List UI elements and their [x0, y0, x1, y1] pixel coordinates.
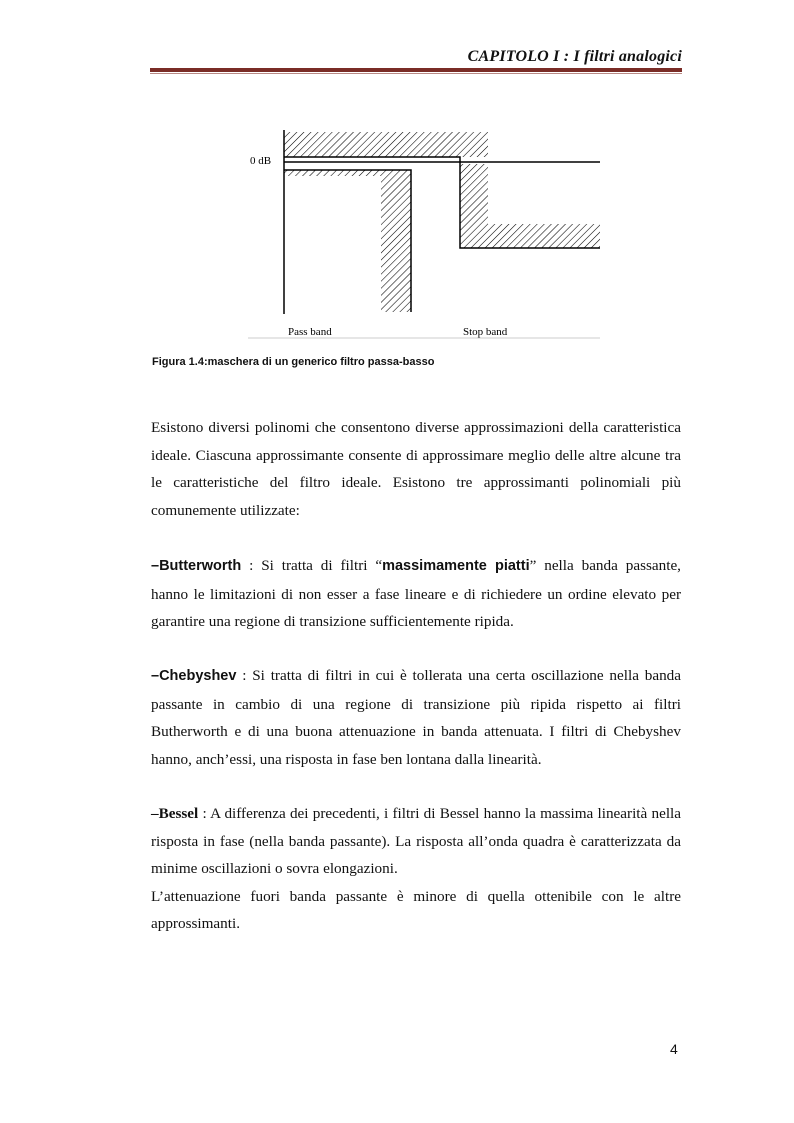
header-rule-thin — [150, 73, 682, 74]
butterworth-name: –Butterworth — [151, 558, 242, 574]
header-rule — [150, 68, 682, 72]
bessel-text: : A differenza dei precedenti, i filtri di Bessel hanno la massima linearità nella risposta in fase (nella banda passante). La risposta all’onda quadra è caratterizzata da minime oscillazioni o sovra elongazioni. — [151, 805, 681, 877]
chebyshev-text: : Si tratta di filtri in cui è tollerata una certa oscillazione nella banda passante in cambio di una regione di transizione più ripida rispetto ai filtri Butherworth e di una buona attenuazione in banda attenuata. I filtri di Chebyshev hanno, anch’essi, una risposta in fase ben lontana dalla linearità. — [151, 667, 681, 768]
upper-hatch-region — [284, 132, 488, 157]
lower-hatch-region — [284, 170, 411, 312]
label-pass-band: Pass band — [288, 326, 332, 338]
intro-paragraph — [151, 414, 681, 524]
figure-caption: Figura 1.4:maschera di un generico filtro passa-basso — [152, 356, 435, 368]
butterworth-emphasis: massimamente piatti — [382, 558, 530, 574]
butterworth-paragraph — [151, 552, 681, 636]
chebyshev-name: –Chebyshev — [151, 668, 237, 684]
butterworth-text-b: ” nella banda passante, hanno le limitazioni di non esser a fase lineare e di richiedere un ordine elevato per garantire una regione di transizione sufficientemente ripida. — [151, 557, 681, 630]
label-stop-band: Stop band — [463, 326, 508, 338]
label-0db: 0 dB — [250, 155, 272, 167]
lowpass-mask-figure — [248, 124, 604, 344]
page-number: 4 — [670, 1041, 678, 1057]
bessel-paragraph — [151, 800, 681, 938]
stopband-hatch-region — [460, 164, 600, 248]
chapter-header: CAPITOLO I : I filtri analogici — [467, 48, 682, 65]
chebyshev-paragraph — [151, 662, 681, 773]
intro-text: Esistono diversi polinomi che consentono diverse approssimazioni della caratteristica ideale. Ciascuna approssimante consente di approssimare meglio delle altre alcune tra le caratteristiche del filtro ideale. Esistono tre approssimanti polinomiali più comunemente utilizzate: — [151, 419, 681, 519]
bessel-name: –Bessel — [151, 805, 199, 822]
bessel-text-2: L’attenuazione fuori banda passante è minore di quella ottenibile con le altre approssimanti. — [151, 887, 681, 932]
butterworth-text-a: : Si tratta di filtri “ — [241, 557, 383, 574]
